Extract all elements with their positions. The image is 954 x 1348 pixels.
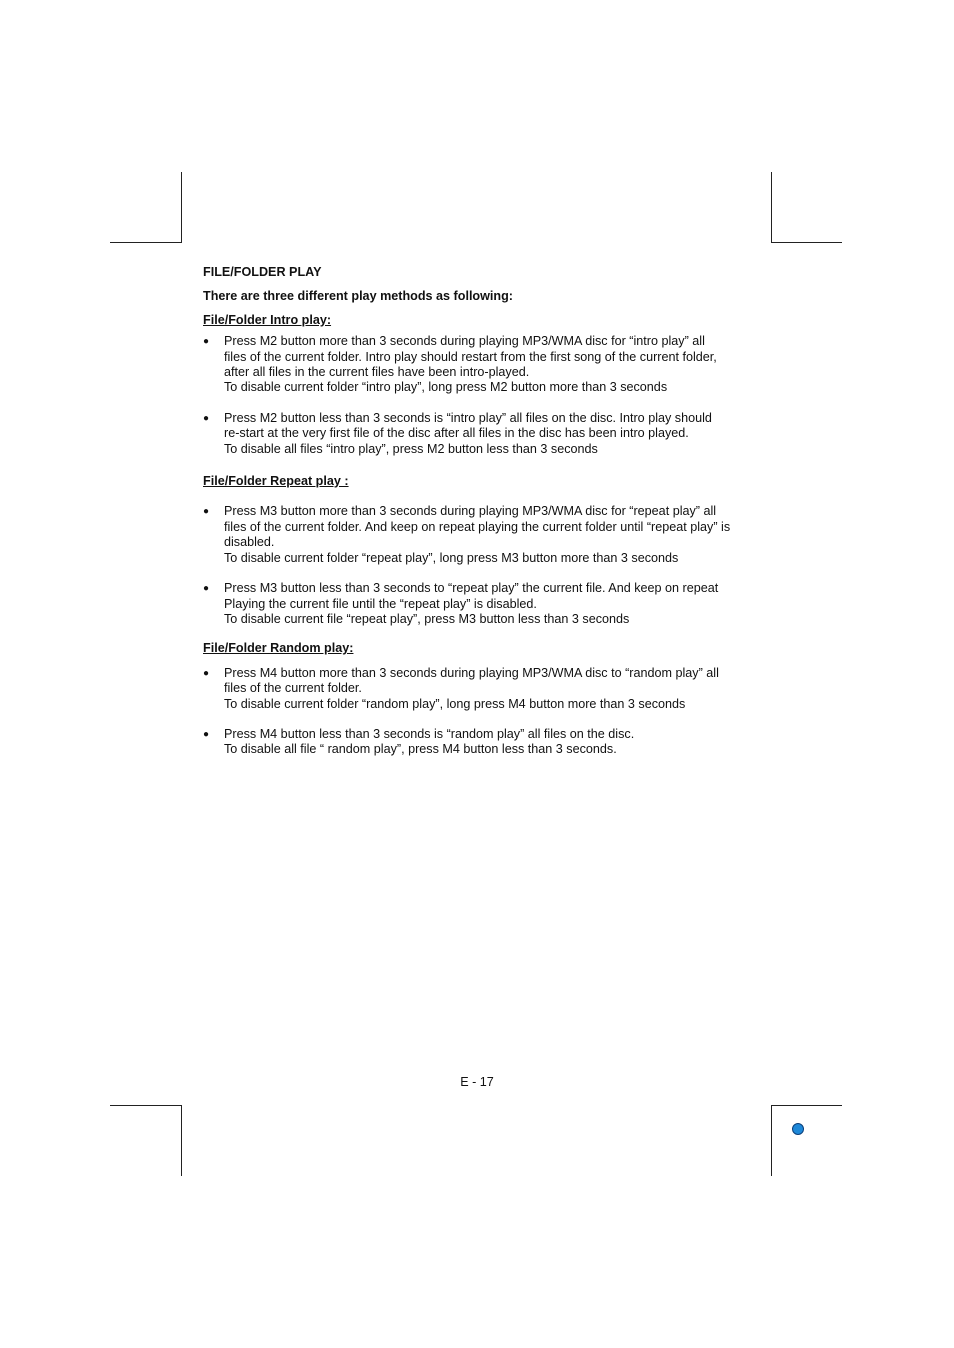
item-line: Press M2 button more than 3 seconds during playing MP3/WMA disc for “intro play” all bbox=[224, 334, 705, 349]
bullet-icon: ● bbox=[203, 667, 210, 679]
crop-mark-bottom-left-vertical bbox=[181, 1105, 182, 1176]
item-line: To disable current folder “random play”, long press M4 button more than 3 seconds bbox=[224, 696, 686, 711]
bullet-icon: ● bbox=[203, 412, 210, 424]
item-line: To disable all files “intro play”, press M2 button less than 3 seconds bbox=[224, 441, 598, 456]
crop-mark-top-left-horizontal bbox=[110, 242, 181, 243]
crop-mark-top-right-vertical bbox=[771, 172, 772, 243]
bullet-icon: ● bbox=[203, 506, 210, 518]
item-line: Press M3 button more than 3 seconds during playing MP3/WMA disc for “repeat play” all bbox=[224, 504, 717, 519]
item-line: To disable all file “ random play”, press M4 button less than 3 seconds. bbox=[224, 742, 617, 757]
crop-mark-top-right-horizontal bbox=[771, 242, 842, 243]
bullet-list bbox=[203, 666, 763, 758]
crop-mark-bottom-right-horizontal bbox=[771, 1105, 842, 1106]
item-line: after all files in the current files have been intro-played. bbox=[224, 365, 530, 380]
section-heading: File/Folder Random play: bbox=[203, 641, 354, 656]
item-line: Playing the current file until the “repeat play” is disabled. bbox=[224, 596, 537, 611]
item-line: Press M4 button less than 3 seconds is “random play” all files on the disc. bbox=[224, 726, 635, 741]
item-line: files of the current folder. And keep on repeat playing the current folder until “repeat play” is bbox=[224, 519, 731, 534]
item-line: disabled. bbox=[224, 535, 275, 550]
item-line: To disable current folder “repeat play”, long press M3 button more than 3 seconds bbox=[224, 550, 679, 565]
registration-dot-icon bbox=[792, 1123, 804, 1135]
bullet-icon: ● bbox=[203, 336, 210, 348]
bullet-list bbox=[203, 504, 763, 627]
list-item bbox=[203, 666, 763, 712]
item-line: To disable current file “repeat play”, press M3 button less than 3 seconds bbox=[224, 611, 630, 626]
list-item bbox=[203, 411, 763, 457]
section-heading: File/Folder Intro play: bbox=[203, 312, 332, 327]
bullet-icon: ● bbox=[203, 583, 210, 595]
crop-mark-top-left-vertical bbox=[181, 172, 182, 243]
item-line: Press M4 button more than 3 seconds during playing MP3/WMA disc to “random play” all bbox=[224, 665, 719, 680]
crop-mark-bottom-left-horizontal bbox=[110, 1105, 181, 1106]
intro-text: There are three different play methods as following: bbox=[203, 289, 514, 304]
page-number: E - 17 bbox=[460, 1075, 494, 1089]
list-item bbox=[203, 581, 763, 627]
section-repeat-play bbox=[203, 474, 763, 627]
item-line: re-start at the very first file of the disc after all files in the disc has been intro played. bbox=[224, 426, 689, 441]
item-line: files of the current folder. bbox=[224, 681, 362, 696]
list-item bbox=[203, 727, 763, 758]
list-item bbox=[203, 504, 763, 566]
section-random-play bbox=[203, 641, 763, 757]
item-line: To disable current folder “intro play”, long press M2 button more than 3 seconds bbox=[224, 380, 668, 395]
bullet-icon: ● bbox=[203, 728, 210, 740]
bullet-list bbox=[203, 334, 763, 457]
page-content bbox=[203, 265, 763, 758]
crop-mark-bottom-right-vertical bbox=[771, 1105, 772, 1176]
page-title: FILE/FOLDER PLAY bbox=[203, 265, 322, 279]
item-line: Press M2 button less than 3 seconds is “intro play” all files on the disc. Intro play should bbox=[224, 410, 712, 425]
list-item bbox=[203, 334, 763, 396]
section-intro-play bbox=[203, 313, 763, 457]
item-line: Press M3 button less than 3 seconds to “repeat play” the current file. And keep on repeat bbox=[224, 581, 719, 596]
section-heading: File/Folder Repeat play : bbox=[203, 474, 349, 489]
item-line: files of the current folder. Intro play should restart from the first song of the current folder, bbox=[224, 349, 717, 364]
